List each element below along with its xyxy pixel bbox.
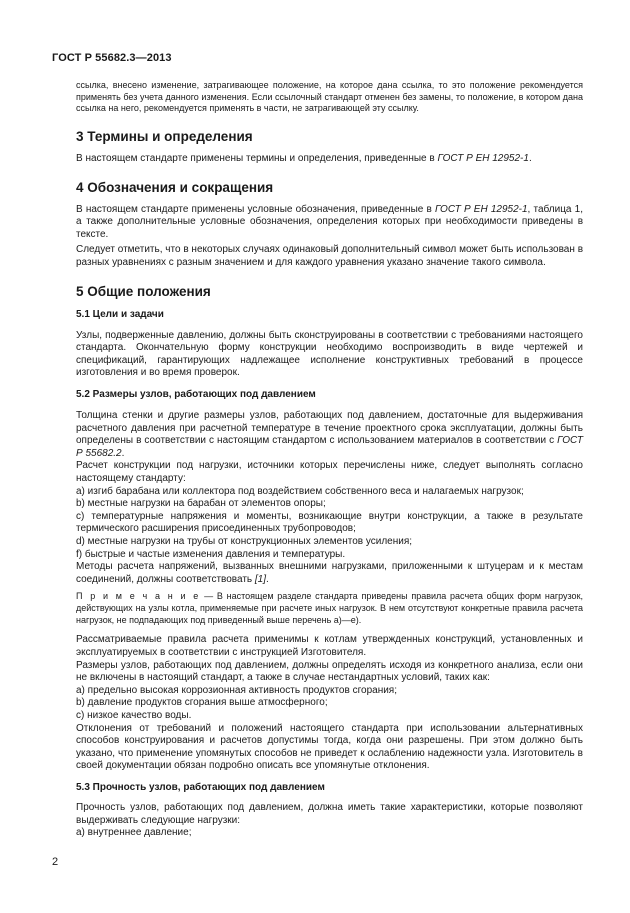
section-4-title: 4 Обозначения и сокращения: [76, 179, 274, 195]
subsection-5-2-paragraph-5: Размеры узлов, работающих под давлением, должны определять исходя из конкретного анализа, если они не включены в настоящий стандарт, а также в случае нестандартных условий, таких как:: [76, 659, 583, 684]
page-header: ГОСТ Р 55682.3—2013: [52, 52, 172, 64]
note-paragraph: П р и м е ч а н и е — В настоящем разделе стандарта приведены правила расчета общих форм нагрузок, действующих на узлы котла, применяемые при расчете иных нагрузок. В нем отсутствуют конкретные правила расчета нагрузок, не подпадающих под приведенный выше перечень а)—е).: [76, 591, 584, 625]
subsection-5-2-paragraph-6: Отклонения от требований и положений настоящего стандарта при использовании альтернативных способов конструирования и расчетов допустимы тогда, когда они разрешены. При этом должно быть указано, что применение упомянутых способов не приведет к ослаблению надежности узла. Изготовитель в своей документации обязан подробно описать все упомянутые отклонения.: [76, 722, 583, 772]
section-5-title: 5 Общие положения: [76, 283, 211, 299]
section-3-paragraph: В настоящем стандарте применены термины и определения, приведенные в ГОСТ Р ЕН 12952-1.: [76, 153, 532, 165]
subsection-5-1-title: 5.1 Цели и задачи: [76, 308, 164, 320]
note-label: П р и м е ч а н и е: [76, 591, 201, 602]
subsection-5-3-paragraph: Прочность узлов, работающих под давлением, должна иметь такие характеристики, которые позволяют выдерживать следующие нагрузки:: [76, 802, 583, 826]
list-item: b) давление продуктов сгорания выше атмосферного;: [76, 697, 328, 709]
page-content: [76, 80, 583, 840]
subsection-5-2-paragraph-2: Расчет конструкции под нагрузки, источники которых перечислены ниже, следует выполнять согласно настоящему стандарту:: [76, 460, 583, 485]
subsection-5-2-paragraph-4: Рассматриваемые правила расчета применимы к котлам утвержденных конструкций, установленных и эксплуатируемых в соответствии с инструкцией Изготовителя.: [76, 634, 583, 659]
standard-reference: ГОСТ Р 55682.2: [76, 435, 583, 459]
list-item: a) внутреннее давление;: [76, 827, 192, 839]
subsection-5-2-title: 5.2 Размеры узлов, работающих под давлением: [76, 389, 316, 401]
bibliography-reference: [1]: [254, 573, 267, 585]
list-item: c) температурные напряжения и моменты, возникающие внутри конструкции, а также в результате термического расширения присоединенных трубопроводов;: [76, 510, 583, 535]
list-item: d) местные нагрузки на трубы от конструкционных элементов усиления;: [76, 535, 413, 547]
list-item: a) изгиб барабана или коллектора под воздействием собственного веса и налагаемых нагрузок;: [76, 485, 524, 497]
intro-paragraph: ссылка, внесено изменение, затрагивающее положение, на которое дана ссылка, то это положение рекомендуется применять без учета данного изменения. Если ссылочный стандарт отменен без замены, то положение, в котором дана ссылка на него, рекомендуется применять в части, не затрагивающей эту ссылку.: [76, 80, 583, 114]
list-item: f) быстрые и частые изменения давления и температуры.: [76, 548, 346, 560]
section-3-title: 3 Термины и определения: [76, 129, 253, 145]
subsection-5-2-paragraph-1: Толщина стенки и другие размеры узлов, работающих под давлением, достаточные для выдерживания расчетного давления при расчетной температуре в течение проектного срока эксплуатации, должны быть определены в соответствии с настоящим стандартом с использованием материалов в соответствии с ГОСТ Р 55682.2.: [76, 410, 583, 459]
list-item: b) местные нагрузки на барабан от элементов опоры;: [76, 498, 326, 510]
list-item: a) предельно высокая коррозионная активность продуктов сгорания;: [76, 684, 397, 696]
section-4-paragraph-2: Следует отметить, что в некоторых случаях одинаковый дополнительный символ может быть использован в разных уравнениях с разным значением и для каждого уравнения указано значение такого символа.: [76, 244, 583, 269]
page-number: 2: [52, 856, 59, 868]
subsection-5-1-paragraph: Узлы, подверженные давлению, должны быть сконструированы в соответствии с требованиями настоящего стандарта. Окончательную форму конструкции необходимо воспроизводить в виде чертежей и спецификаций, гарантирующих надлежащее исполнение конструктивных требований в процессе изготовления и во время проверок.: [76, 329, 583, 379]
standard-reference: ГОСТ Р ЕН 12952-1: [434, 203, 528, 215]
section-4-paragraph-1: В настоящем стандарте применены условные обозначения, приведенные в ГОСТ Р ЕН 12952-1, таблица 1, а также дополнительные условные обозначения, определения которых при необходимости приведены в тексте.: [76, 203, 583, 240]
subsection-5-3-title: 5.3 Прочность узлов, работающих под давлением: [76, 782, 325, 793]
subsection-5-2-paragraph-3: Методы расчета напряжений, вызванных внешними нагрузками, приложенными к штуцерам и к местам соединений, должны соответствовать [1].: [76, 561, 583, 585]
standard-reference: ГОСТ Р ЕН 12952-1: [437, 153, 529, 165]
list-item: c) низкое качество воды.: [76, 710, 192, 722]
